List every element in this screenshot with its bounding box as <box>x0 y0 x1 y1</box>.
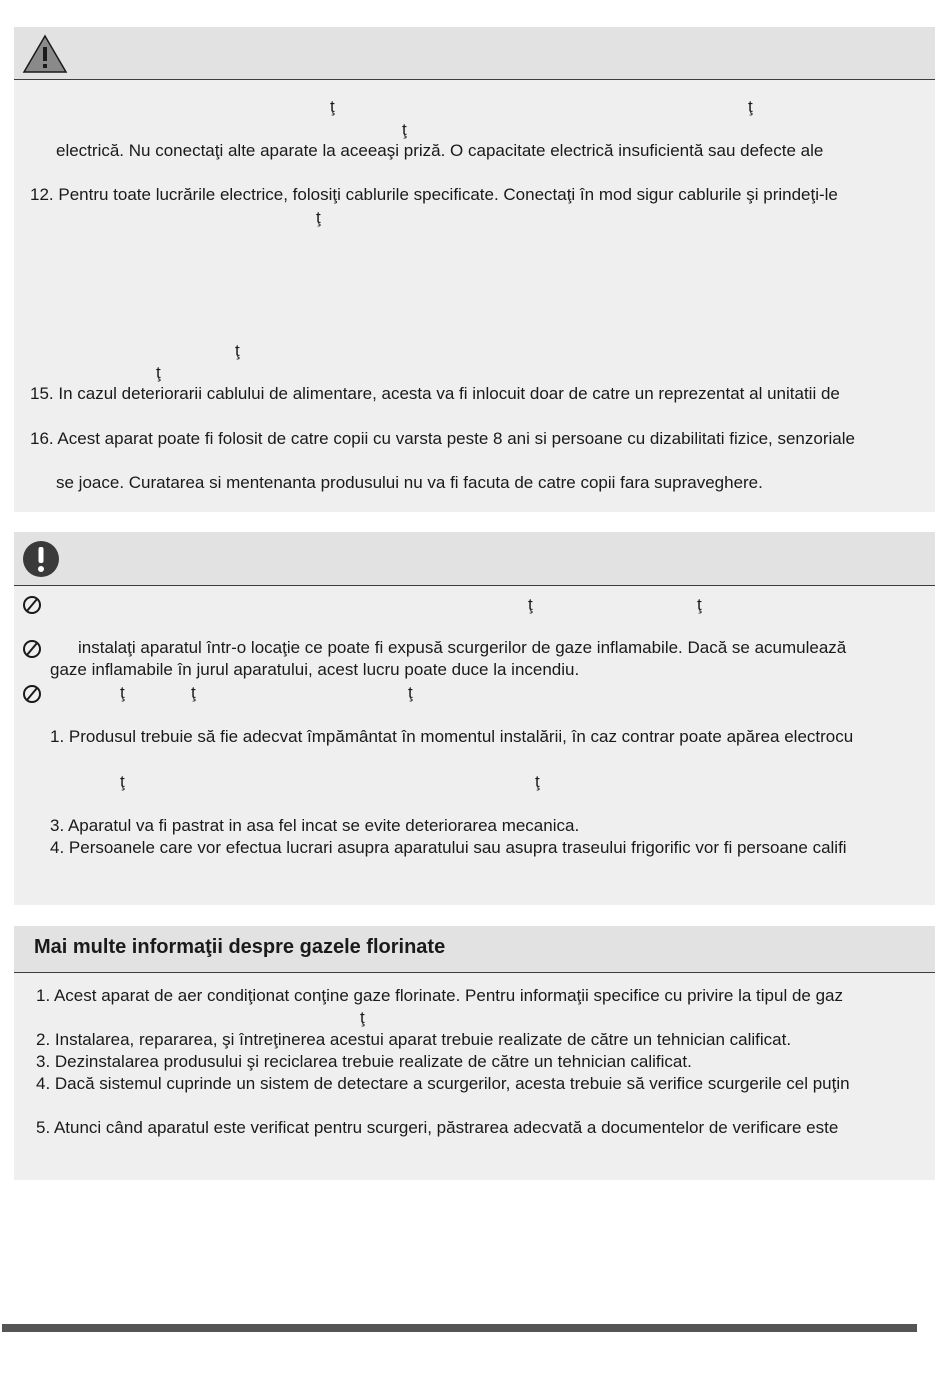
section-title: Mai multe informaţii despre gazele florinate <box>34 936 446 958</box>
fgas-item-5: 5. Atunci când aparatul este verificat pentru scurgeri, păstrarea adecvată a documentelor de verificare este <box>36 1118 839 1137</box>
exclamation-icon <box>22 540 60 578</box>
caution-item: instalaţi aparatul într-o locaţie ce poate fi expusă scurgerilor de gaze inflamabile. Dacă se acumulează <box>78 638 847 657</box>
warning-text-line: electrică. Nu conectaţi alte aparate la aceeaşi priză. O capacitate electrică insuficientă sau defecte ale <box>56 141 824 160</box>
warning-panel-header <box>14 27 935 80</box>
warning-text-line: se joace. Curatarea si mentenanta produsului nu va fi facuta de catre copii fara supraveghere. <box>56 473 763 492</box>
stray-glyph: ţ <box>120 772 125 791</box>
stray-glyph: ţ <box>120 683 125 702</box>
stray-glyph: ţ <box>697 595 702 614</box>
stray-glyph: ţ <box>748 97 753 116</box>
stray-glyph: ţ <box>330 97 335 116</box>
caution-item-1: 1. Produsul trebuie să fie adecvat împământat în momentul instalării, în caz contrar poate apărea electrocu <box>50 727 854 746</box>
fgas-item-2: 2. Instalarea, repararea, şi întreţinerea acestui aparat trebuie realizate de către un tehnician calificat. <box>36 1030 792 1049</box>
stray-glyph: ţ <box>191 683 196 702</box>
warning-item-12: 12. Pentru toate lucrările electrice, folosiţi cablurile specificate. Conectaţi în mod sigur cablurile şi prindeţi-le <box>30 185 838 204</box>
warning-item-16: 16. Acest aparat poate fi folosit de catre copii cu varsta peste 8 ani si persoane cu dizabilitati fizice, senzoriale <box>30 429 855 448</box>
prohibition-icon <box>23 596 41 614</box>
fgas-panel-header <box>14 926 935 973</box>
caution-item-3: 3. Aparatul va fi pastrat in asa fel incat se evite deteriorarea mecanica. <box>50 816 580 835</box>
prohibition-icon <box>23 685 41 703</box>
warning-item-15: 15. In cazul deteriorarii cablului de alimentare, acesta va fi inlocuit doar de catre un reprezentat al unitatii de <box>30 384 840 403</box>
caution-panel-header <box>14 532 935 586</box>
fgas-item-1: 1. Acest aparat de aer condiţionat conţine gaze florinate. Pentru informaţii specifice cu privire la tipul de gaz <box>36 986 844 1005</box>
warning-triangle-icon <box>22 34 68 74</box>
prohibition-icon <box>23 640 41 658</box>
stray-glyph: ţ <box>535 772 540 791</box>
fgas-item-4: 4. Dacă sistemul cuprinde un sistem de detectare a scurgerilor, acesta trebuie să verifice scurgerile cel puţin <box>36 1074 850 1093</box>
stray-glyph: ţ <box>156 363 161 382</box>
stray-glyph: ţ <box>235 341 240 360</box>
footer-bar <box>2 1324 917 1332</box>
stray-glyph: ţ <box>528 595 533 614</box>
stray-glyph: ţ <box>360 1008 365 1027</box>
caution-item-4: 4. Persoanele care vor efectua lucrari asupra aparatului sau asupra traseului frigorific vor fi persoane califi <box>50 838 847 857</box>
caution-panel <box>14 532 935 905</box>
stray-glyph: ţ <box>408 683 413 702</box>
stray-glyph: ţ <box>402 120 407 139</box>
stray-glyph: ţ <box>316 208 321 227</box>
fgas-item-3: 3. Dezinstalarea produsului şi reciclarea trebuie realizate de către un tehnician calificat. <box>36 1052 692 1071</box>
caution-item: gaze inflamabile în jurul aparatului, acest lucru poate duce la incendiu. <box>50 660 580 679</box>
warning-panel <box>14 27 935 512</box>
fgas-info-panel <box>14 926 935 1180</box>
